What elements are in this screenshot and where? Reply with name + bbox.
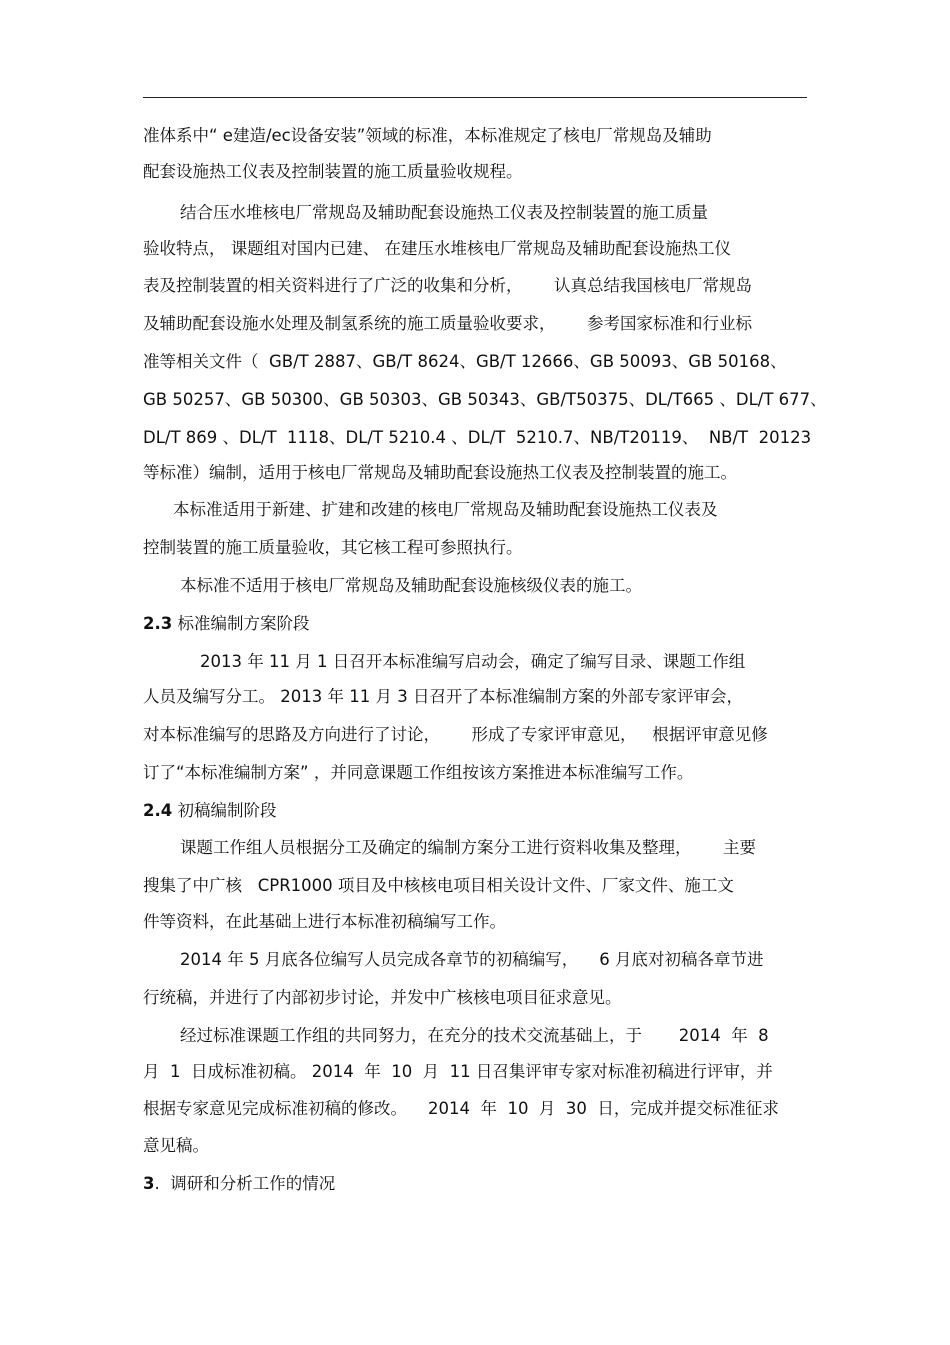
text-line: 准体系中“ e建造/ec设备安装”领域的标准，本标准规定了核电厂常规岛及辅助 [143, 126, 712, 145]
text-line: 搜集了中广核 CPR1000 项目及中核核电项目相关设计文件、厂家文件、施工文 [143, 876, 734, 895]
text-line: 意见稿。 [143, 1136, 209, 1155]
text-line: 结合压水堆核电厂常规岛及辅助配套设施热工仪表及控制装置的施工质量 [180, 203, 708, 222]
section-number: 2.4 [143, 801, 173, 820]
section-title: 初稿编制阶段 [172, 801, 277, 820]
text-line: 件等资料，在此基础上进行本标准初稿编写工作。 [143, 912, 506, 931]
section-heading-3 [143, 1174, 335, 1194]
section-title: 标准编制方案阶段 [172, 614, 310, 633]
text-line: 课题工作组人员根据分工及确定的编制方案分工进行资料收集及整理， 主要 [180, 838, 756, 857]
section-number: 2.3 [143, 614, 173, 633]
text-line: 配套设施热工仪表及控制装置的施工质量验收规程。 [143, 162, 523, 181]
text-line: 验收特点， 课题组对国内已建、 在建压水堆核电厂常规岛及辅助配套设施热工仪 [143, 239, 731, 258]
text-line: 根据专家意见完成标准初稿的修改。 2014 年 10 月 30 日，完成并提交标准征求 [143, 1099, 779, 1118]
section-heading-2-4 [143, 801, 276, 821]
text-line: DL/T 869 、DL/T 1118、DL/T 5210.4 、DL/T 5210.7、NB/T20119、 NB/T 20123 [143, 428, 812, 447]
section-title: . 调研和分析工作的情况 [154, 1174, 336, 1193]
text-line: GB 50257、GB 50300、GB 50303、GB 50343、GB/T50375、DL/T665 、DL/T 677、 [143, 390, 827, 409]
text-line: 及辅助配套设施水处理及制氢系统的施工质量验收要求， 参考国家标准和行业标 [143, 314, 752, 333]
header-rule [143, 97, 807, 98]
text-line: 准等相关文件（ GB/T 2887、GB/T 8624、GB/T 12666、GB 50093、GB 50168、 [143, 352, 787, 371]
text-line: 表及控制装置的相关资料进行了广泛的收集和分析， 认真总结我国核电厂常规岛 [143, 276, 752, 295]
text-line: 控制装置的施工质量验收，其它核工程可参照执行。 [143, 538, 523, 557]
text-line: 本标准不适用于核电厂常规岛及辅助配套设施核级仪表的施工。 [180, 576, 642, 595]
text-line: 2014 年 5 月底各位编写人员完成各章节的初稿编写， 6 月底对初稿各章节进 [180, 950, 764, 969]
section-number: 3 [143, 1174, 155, 1193]
text-line: 本标准适用于新建、扩建和改建的核电厂常规岛及辅助配套设施热工仪表及 [173, 500, 718, 519]
text-line: 等标准）编制，适用于核电厂常规岛及辅助配套设施热工仪表及控制装置的施工。 [143, 463, 737, 482]
section-heading-2-3 [143, 614, 309, 634]
text-line: 月 1 日成标准初稿。 2014 年 10 月 11 日召集评审专家对标准初稿进行评审，并 [143, 1062, 773, 1081]
text-line: 订了“本标准编制方案” ，并同意课题工作组按该方案推进本标准编写工作。 [143, 763, 694, 782]
text-line: 对本标准编写的思路及方向进行了讨论， 形成了专家评审意见， 根据评审意见修 [143, 725, 768, 744]
text-line: 2013 年 11 月 1 日召开本标准编写启动会，确定了编写目录、课题工作组 [200, 652, 746, 671]
text-line: 经过标准课题工作组的共同努力，在充分的技术交流基础上，于 2014 年 8 [180, 1026, 769, 1045]
text-line: 人员及编写分工。 2013 年 11 月 3 日召开了本标准编制方案的外部专家评审会， [143, 687, 743, 706]
text-line: 行统稿，并进行了内部初步讨论，并发中广核核电项目征求意见。 [143, 988, 622, 1007]
